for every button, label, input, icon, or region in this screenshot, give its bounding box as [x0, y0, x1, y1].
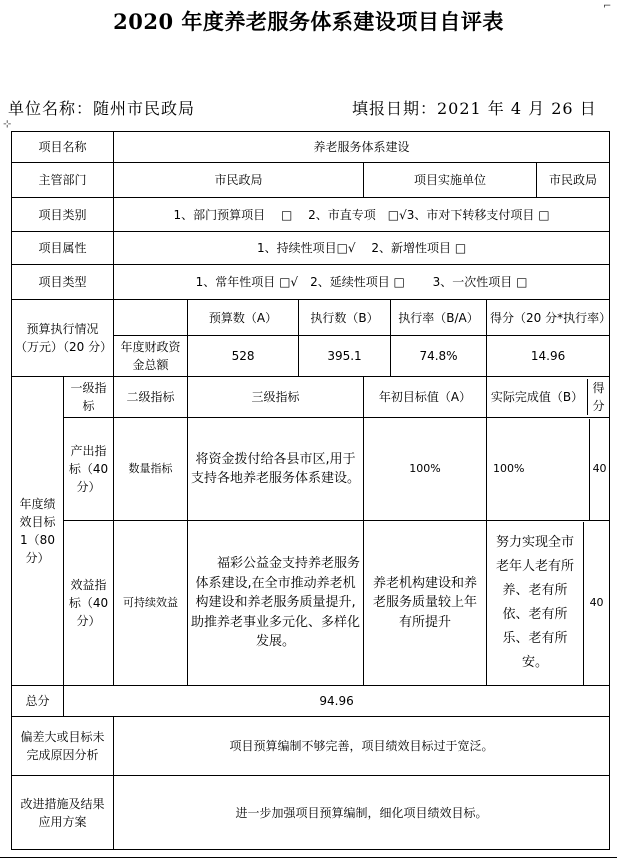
header-actual: 实际完成值（B）: [487, 379, 588, 415]
budget-a-value: 528: [188, 336, 299, 377]
dept-value: 市民政局: [114, 163, 364, 198]
impl-label: 项目实施单位: [364, 163, 537, 198]
header-actual-and-score: [487, 377, 610, 418]
perf-goal-label: 年度绩效目标 1（80 分）: [12, 377, 64, 686]
improvement-value: 进一步加强项目预算编制，细化项目绩效目标。: [114, 776, 610, 850]
output-actual-and-score: [487, 418, 610, 521]
total-value: 94.96: [64, 686, 610, 717]
improvement-label: 改进措施及结果应用方案: [12, 776, 114, 850]
budget-col-score: 得分（20 分*执行率）: [487, 300, 610, 336]
self-evaluation-table: [11, 131, 610, 850]
project-name-label: 项目名称: [12, 132, 114, 163]
fund-label: 年度财政资金总额: [114, 336, 188, 377]
output-level2: 数量指标: [114, 418, 188, 521]
budget-score-value: 14.96: [487, 336, 610, 377]
budget-label: 预算执行情况（万元）（20 分）: [12, 300, 114, 377]
impl-value: 市民政局: [537, 163, 610, 198]
deviation-label: 偏差大或目标未完成原因分析: [12, 717, 114, 776]
type-label: 项目类型: [12, 265, 114, 300]
budget-col-b: 执行数（B）: [299, 300, 391, 336]
benefit-level2: 可持续效益: [114, 521, 188, 686]
header-level2: 二级指标: [114, 377, 188, 418]
benefit-actual-and-score: [487, 521, 610, 686]
benefit-actual: 努力实现全市老年人老有所养、老有所依、老有所乐、老有所安。: [487, 522, 584, 685]
category-label: 项目类别: [12, 198, 114, 232]
benefit-score: 40: [589, 595, 604, 609]
project-name-value: 养老服务体系建设: [114, 132, 610, 163]
output-target: 100%: [364, 418, 487, 521]
corner-mark: ⌐: [603, 1, 612, 12]
bottom-line: [0, 857, 617, 858]
budget-b-value: 395.1: [299, 336, 391, 377]
budget-col-a: 预算数（A）: [188, 300, 299, 336]
table-anchor-mark: ⊹: [3, 119, 12, 130]
total-label: 总分: [12, 686, 64, 717]
report-date: 填报日期：2021 年 4 月 26 日: [352, 99, 597, 118]
budget-col-rate: 执行率（B/A）: [391, 300, 487, 336]
benefit-target: 养老机构建设和养老服务质量较上年有所提升: [364, 521, 487, 686]
deviation-value: 项目预算编制不够完善，项目绩效目标过于宽泛。: [114, 717, 610, 776]
budget-rate-value: 74.8%: [391, 336, 487, 377]
dept-label: 主管部门: [12, 163, 114, 198]
header-level1: 一级指标: [64, 377, 114, 418]
output-level3: 将资金拨付给各县市区,用于支持各地养老服务体系建设。: [188, 418, 364, 521]
header-level3: 三级指标: [188, 377, 364, 418]
type-value: 1、常年性项目 □√ 2、延续性项目 □ 3、一次性项目 □: [114, 265, 610, 300]
output-level1: 产出指标（40 分）: [64, 418, 114, 521]
attr-label: 项目属性: [12, 232, 114, 265]
output-actual: 100%: [487, 419, 590, 520]
header-score: 得分: [592, 381, 605, 413]
benefit-level3: 福彩公益金支持养老服务体系建设,在全市推动养老机构建设和养老服务质量提升,助推养老事业多元化、多样化发展。: [188, 521, 364, 686]
benefit-level1: 效益指标（40 分）: [64, 521, 114, 686]
output-score: 40: [592, 461, 607, 475]
document-title: 2020 年度养老服务体系建设项目自评表: [113, 9, 504, 34]
attr-value: 1、持续性项目□√ 2、新增性项目 □: [114, 232, 610, 265]
category-value: 1、部门预算项目 □ 2、市直专项 □√3、市对下转移支付项目 □: [114, 198, 610, 232]
header-target: 年初目标值（A）: [364, 377, 487, 418]
unit-name: 单位名称：随州市民政局: [8, 99, 196, 118]
